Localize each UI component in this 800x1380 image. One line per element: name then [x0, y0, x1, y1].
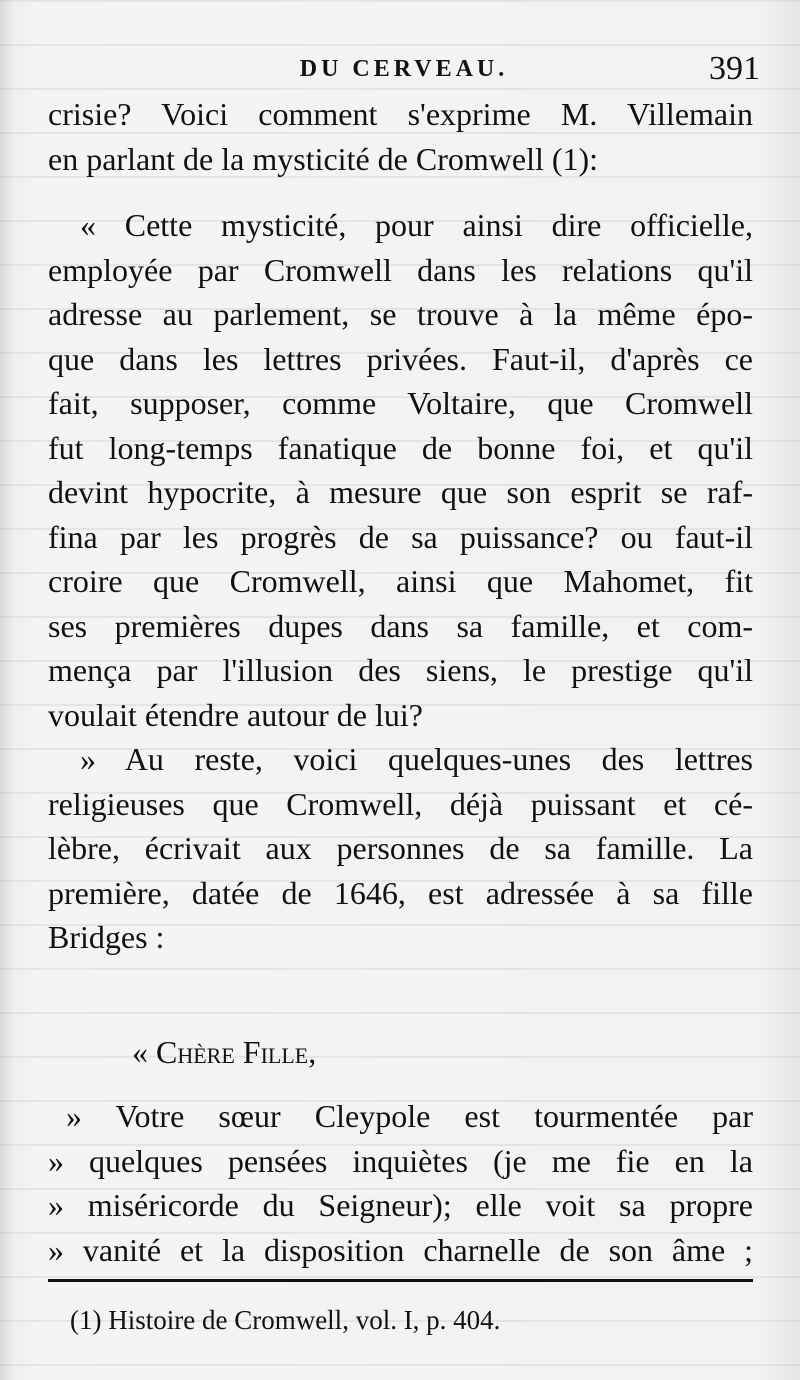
page-header	[48, 50, 760, 96]
text-line: » Au reste, voici quelques-unes des lettres	[80, 741, 753, 777]
text-line: Bridges :	[48, 919, 165, 955]
letter-salutation: « Chère Fille,	[132, 1033, 317, 1070]
text-line: adresse au parlement, se trouve à la même épo-	[48, 296, 753, 332]
footnote-rule	[48, 1279, 753, 1282]
text-line: lèbre, écrivait aux personnes de sa famille. La	[48, 830, 753, 866]
text-line: croire que Cromwell, ainsi que Mahomet, fit	[48, 563, 753, 599]
text-line: en parlant de la mysticité de Cromwell (1):	[48, 140, 599, 177]
text-line: employée par Cromwell dans les relations qu'il	[48, 251, 753, 288]
text-line: » Votre sœur Cleypole est tourmentée par	[66, 1098, 753, 1134]
text-line: » quelques pensées inquiètes (je me fie en la	[48, 1142, 753, 1179]
text-line: fait, supposer, comme Voltaire, que Cromwell	[48, 385, 753, 421]
text-line: fut long-temps fanatique de bonne foi, et qu'il	[48, 429, 753, 466]
text-line: fina par les progrès de sa puissance? ou faut-il	[48, 518, 753, 555]
paragraph-gap	[48, 1074, 753, 1094]
text-line: religieuses que Cromwell, déjà puissant et cé-	[48, 785, 753, 822]
text-line: ses premières dupes dans sa famille, et com-	[48, 607, 753, 644]
running-head: DU CERVEAU.	[299, 56, 509, 82]
footnote: (1) Histoire de Cromwell, vol. I, p. 404.	[70, 1305, 501, 1335]
page-body	[48, 92, 753, 1272]
text-line: crisie? Voici comment s'exprime M. Villemain	[48, 96, 753, 132]
text-line: » vanité et la disposition charnelle de son âme ;	[48, 1231, 753, 1268]
paragraph-gap	[48, 181, 753, 203]
text-line: mença par l'illusion des siens, le prestige qu'il	[48, 652, 753, 688]
text-line: que dans les lettres privées. Faut-il, d'après ce	[48, 340, 753, 377]
text-line: « Cette mysticité, pour ainsi dire officielle,	[80, 207, 753, 243]
page-number: 391	[709, 50, 760, 87]
text-line: devint hypocrite, à mesure que son esprit se raf-	[48, 474, 753, 510]
paragraph-gap	[48, 960, 753, 1030]
text-line: » miséricorde du Seigneur); elle voit sa propre	[48, 1187, 753, 1223]
text-line: voulait étendre autour de lui?	[48, 696, 423, 733]
text-line: première, datée de 1646, est adressée à sa fille	[48, 874, 753, 911]
